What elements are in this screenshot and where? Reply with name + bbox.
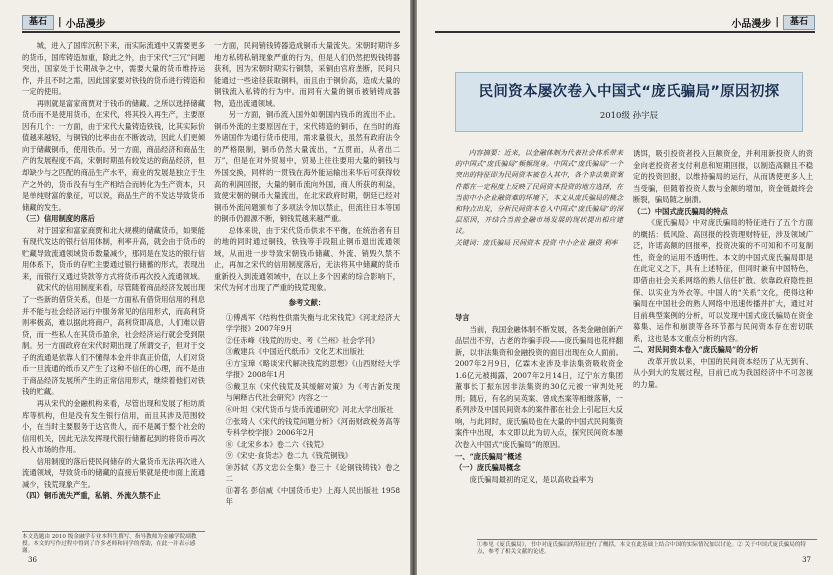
paragraph: 诱饵，吸引投资者投入巨额资金，并利用新投资人的资金向老投资者支付利息和短期回报，以制造高额且不稳定的投资回报，以维持骗局的运行，从而诱使更多人上当受骗，但随着投资人数与金额的增加，资金链最终会断裂，骗局随之崩溃。	[633, 149, 813, 205]
section-heading: （三）信用制度的落后	[22, 214, 95, 224]
paragraph: 总体来说，由于宋代货币供求不平衡，在统治者有目的地的同时通过铜钱，铁钱等手段阻止铜币退出流通领域，从而进一步导致宋朝钱币储藏、外流、销毁久禁不止，再加之宋代的信用制度落后，无法将其中储藏的货币重新投入到流通领域中，在以上多个因素的综合影响下，宋代为何才出现了严重的钱荒现象。	[214, 225, 400, 293]
paragraph: 《庞氏骗局》中对庞氏骗局的特征进行了五个方面的概括：低风险、高回报的投资理财特征，涉及领域广泛，许诺高额的回报率，投资决策的不可知和不可复制性，资金的运用不透明性。本文的中国式庞氏骗局即是在此定义之下，具有上述特征，但同时兼有中国特色，即借由社会关系网络的熟人信任扩散、依靠政府隐性担保、以实业为外衣等。中国人的“关系”文化，使得这种骗局在中国社会的熟人网络中迅速传播并扩大，通过对目前典型案例的分析，可以发现中国式庞氏骗局在资金募集、运作和崩溃等各环节都与民间资本存在密切联系，这也是本文重点分析的内容。	[633, 218, 813, 343]
header-rule	[22, 31, 400, 33]
section-heading: （四）铜币流失严重，私销、外流久禁不止	[22, 491, 161, 501]
paragraph: 一方面，民间销钱铸器造成铜币大量流失。宋朝时期许多地方私铸私销现象严重的行为，但是人们仍然把毁钱铸器获利，因为宋朝时期实行铜禁，采铜由官府垄断，民间只能通过一些途径获取铜料，而且由于铜价高，造成大量的铜钱流入私铸的行为中。而同有大量的铜币被销铸成器物，造出流通领域。	[214, 41, 400, 108]
references-heading: 参考文献：	[288, 298, 326, 308]
right-page	[417, 0, 833, 575]
reference-item: ③戴建兵《中国近代纸币》文化艺术出版社	[225, 347, 365, 357]
article-abstract	[455, 148, 623, 249]
header-section: 小品漫步	[731, 18, 772, 30]
reference-item: ⑥叶坦《宋代货币与货币流通研究》河北大学出版社	[225, 404, 394, 414]
paragraph: 改革开放以来，中国的民间资本经历了从无到有、从小到大的发展过程，目前已成为我国经济中不可忽视的力量。	[633, 356, 813, 389]
references-list	[214, 312, 400, 508]
paragraph: 就宋代的信用制度来看，尽管随着商品经济发展出现了一些新的借贷关系，但是一方面私有借贷用信用的利息并不能与社会经济运行中服务常见的信用形式，而高利贷则率极高，难以据此将商户，高利贷即高息，人们难以借贷，而一些私人在其货币盈余，社会经济运行就会受到限制。另一方面政府在宋代时期出现了所谓交子，但对于交子的流通是依靠人们不懂得本金并非真正价值，人们对货币一旦流通的纸币又产生了这种不信任的心理，而不是由于商品经济发展所产生的正常信用形式，继续着他们对铁钱的贮藏。	[22, 283, 205, 397]
right-page-number: 37	[802, 556, 811, 564]
paragraph: 另一方面，铜币流入国外如朝国内钱币的流出不止。铜币外流的主要原因在于，宋代铸造的铜币，在当时的海外诸国作为通行货币使用，需求量很大，虽然有政府法令的严格限制，铜币仍然大量流出，“五贯而，从者出二万”，但是在对外贸易中，贸易上往往要用大量的铜钱与外国交换，同样的一贯钱在海外能运输出来华后可获得较高的利润回报，大量的铜币流向外国，商人所获的利益，致使宋朝的铜币大量流出，在北宋政府时期，朝廷已经对铜币外流问题颁布了多项法令加以禁止，但流往日本等国的铜币仍源源不断，铜钱荒越来越严重。	[214, 110, 400, 224]
section-heading: 一、“庞氏骗局”概述	[455, 451, 522, 461]
right-column-2	[633, 148, 813, 390]
reference-item: ⑦张琦人《宋代的钱荒问题分析》《河南财政税务高等专科学校学报》2006年2月	[225, 416, 400, 438]
reference-item: ⑩苏轼《苏文忠公全集》卷三十《论铜钱铸钱》卷之二	[225, 462, 400, 484]
article-title-box	[455, 72, 803, 132]
paragraph: 当前，我国金融体制不断发展，各类金融创新产品层出不穷，古老的诈骗手段——庞氏骗局也花样翻新，以非法集资和金融投资的面目出现在众人面前。2007年2月9日，亿霖木业涉及非法集资吸收资金1.6亿元被揭露，2007年2月14日，辽宁东方集团董事长丁振东因非法集资的30亿元被一审判处死刑；随后，有名的吴英案、曾成杰案等相继落幕，一系列涉及中国民间资本的案件都在社会上引起巨大反响，与此同时，庞氏骗局也在大量的中国式民间集资案件中出现，本文即以此为切入点，探究民间资本屡次卷入中国式“庞氏骗局”的原因。	[455, 324, 623, 450]
paragraph: 对于国家和富家商贾和北大规模的储藏货币，如果能有现代发达的银行信用体制，利率升高，就会由于货币的贮藏导致流通领域货币数量减少，那同是在发达的银行信用体系下，货币的存贮主要通过银行储蓄的形式，表现出来，而银行又通过贷款等方式将货币再次投入流通领域。	[22, 225, 205, 281]
paragraph: 庞氏骗局最初的定义，是以高收益率为	[469, 474, 594, 484]
paragraph: 城，进入了国库沉积下来，而实际流通中又需要更多的货币，国库铸造加重，除此之外，由于宋代“三冗”问题突出，国家处于长期战争之中，需要大量的货币维持运作，并且不时之需，因此国家要对铁钱的货币进行铸造和一定的使用。	[22, 41, 205, 97]
header-divider: |	[58, 16, 62, 28]
left-column-2	[214, 40, 400, 508]
paragraph: 信用制度的落后使民间储存的大量货币无法再次进入流通领域，导致货币的储藏的直接后果就是使市面上流通减少，钱荒现象产生。	[22, 456, 205, 489]
left-page	[0, 0, 410, 575]
keywords: 关键词：庞氏骗局 民间资本 投资 中小企业 融资 利率	[455, 238, 618, 247]
header-label: 基石	[783, 15, 815, 30]
paragraph: 再从宋代的金融机构来看，尽管出现和发展了柜坊质库等机构，但是没有发生银行信用，而且其涉及范围较小，在当时主要服务于达官贵人，而不是属于整个社会的信用机关，因此无法发挥现代银行储蓄起到的将货币再次投入市场的作用。	[22, 398, 205, 455]
reference-item: ②任赤峰《钱荒的历史、考《兰州》社会学刊》	[225, 335, 379, 345]
left-column-1	[22, 40, 205, 502]
binding-gutter	[410, 0, 417, 575]
header-rule	[435, 31, 815, 33]
left-page-header	[22, 14, 106, 30]
section-heading: （二）中国式庞氏骗局的特点	[633, 206, 728, 216]
reference-item: ⑤戴卫东《宋代钱荒及其缓解对策》为《考古新发现与阐释古代社会研究》内容之一	[225, 381, 400, 403]
right-page-header	[731, 14, 815, 30]
header-divider: |	[775, 16, 779, 28]
section-heading: （一）庞氏骗局概念	[455, 463, 521, 473]
right-column-1	[455, 312, 623, 485]
header-section: 小品漫步	[65, 18, 106, 30]
reference-item: ⑨《宋史·食货志》卷二九《钱荒铜钱》	[225, 451, 353, 461]
article-title: 民间资本屡次卷入中国式“庞氏骗局”原因初探	[478, 84, 780, 100]
left-page-number: 36	[28, 556, 37, 564]
right-footnote: ①参见《庞氏骗局》，书中对庞氏骗局的特征进行了概括，本文在此基础上结合中国的实际情况加以讨论。② 关于中国式庞氏骗局的特点，参考了相关文献的论述。	[477, 539, 817, 556]
section-heading: 导言	[455, 313, 470, 322]
reference-item: ①傅禹军《结构性供需失衡与北宋钱荒》《河北经济大学学报》2007年9月	[225, 312, 400, 334]
paragraph: 再则就是富家商贾对于钱币的储藏。之所以选择储藏货币而不是使用货币，在宋代，将其投入再生产，主要原因有几个：一方面，由于宋代大量铸造铁钱，比其实际价值越来越轻，与铜钱的比率由在不断波动，因此人们更倾向于储藏铜币，使用铁币。另一方面，商品经济和商品生产的发展程度不高，宋朝时期虽有较发达的商品经济，但却缺少与之匹配的商品生产水平，商业的发展是独立于生产之外的，货币没有与生产相结合而转化为生产资本，只是单纯财富的象征，可以说，商品生产的不发达导致货币储藏的发生。	[22, 98, 205, 212]
abstract-text: 内容摘要：近来，以金融体制为代表社会体系带来的中国式“庞氏骗局”频频现身。中国式“庞氏骗局”一个突出的特征即为民间资本被卷入其中，各个非法集资案件都在一定程度上反映了民间资本投资的地方选择，在当前中小企业融资难的环境下，本文从庞氏骗局的概念和特点出发，分析民间资本卷入中国式“庞氏骗局”的深层原因，并结合当前金融市场发展的现状提出相应建议。	[455, 149, 623, 236]
article-byline: 2010级 孙宇辰	[599, 111, 659, 121]
reference-item: ⑧《北宋乡本》卷二六《钱荒》	[225, 439, 328, 449]
header-label: 基石	[22, 15, 54, 30]
left-column-2-body	[214, 40, 400, 294]
reference-item: ④方宝璋《略谈宋代解决钱荒的思想》《山西财经大学学报》2008年1月	[225, 358, 400, 380]
left-footnote: 本文选题由 2010 级金融学专业本科生撰写，指导教师为金融学院副教授。本文的写作过程中得到了许多老师和同学的帮助，在此一并表示感谢。	[22, 531, 205, 556]
reference-item: ⑪著名 彭信威《中国货币史》上海人民出版社 1958年	[225, 485, 400, 507]
section-heading: 二、对民间资本卷入“庞氏骗局”的分析	[633, 345, 759, 355]
